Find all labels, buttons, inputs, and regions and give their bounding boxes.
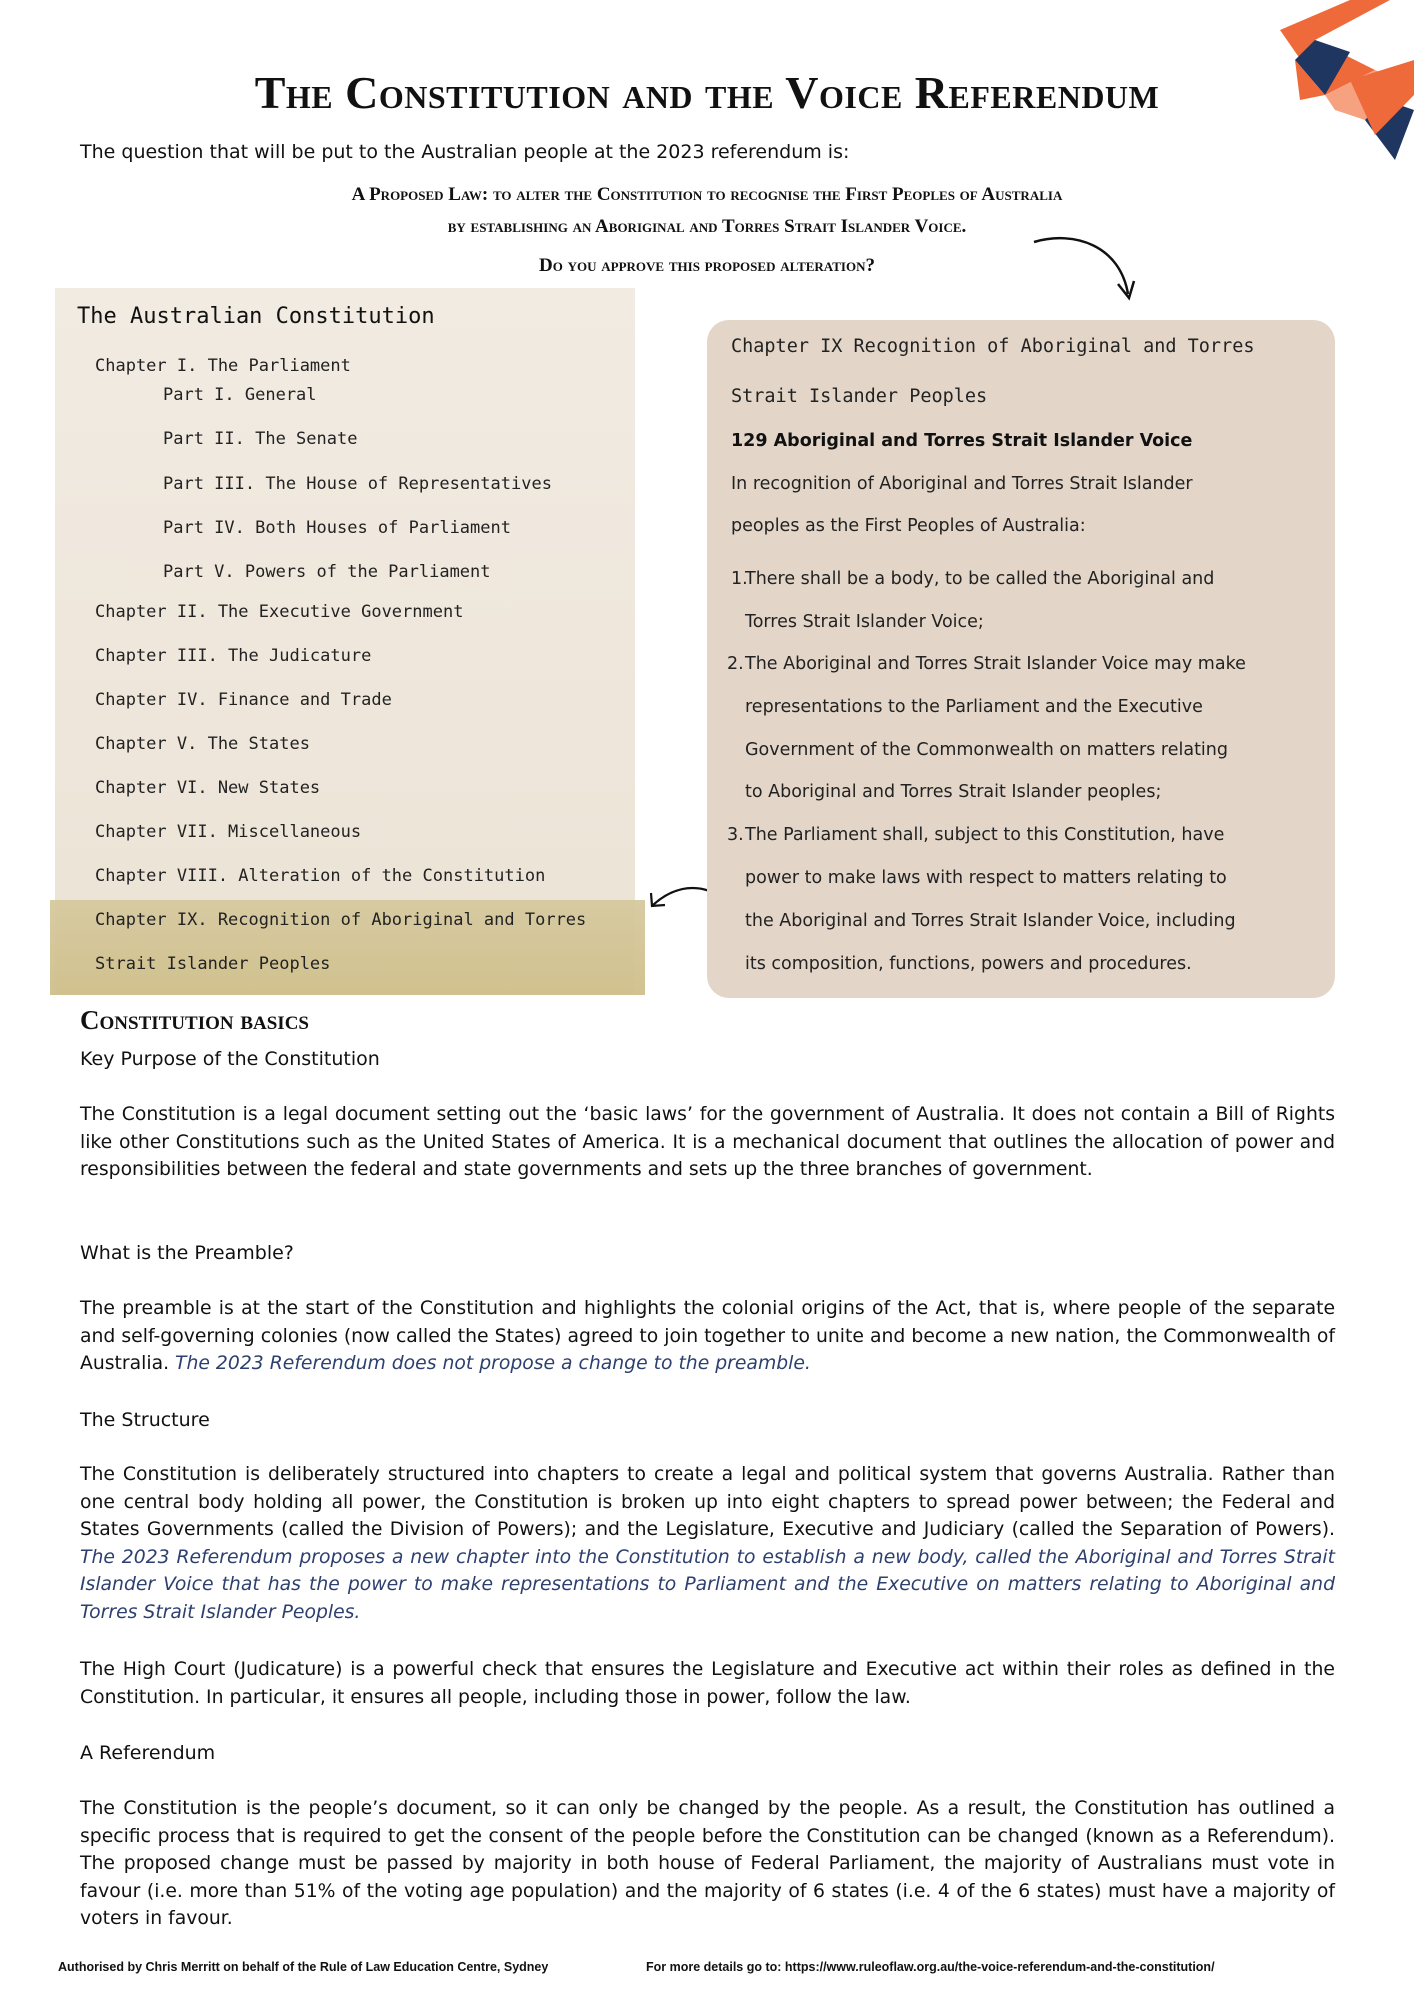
toc-item: Chapter VI. New States (95, 778, 321, 798)
section-129-heading: 129 Aboriginal and Torres Strait Islander Voice (731, 431, 1193, 451)
point-number: 1. (731, 569, 748, 589)
structure-heading: The Structure (80, 1409, 210, 1431)
point-2-line: representations to the Parliament and the Executive (745, 697, 1203, 717)
question-line-1: A Proposed Law: to alter the Constitution to recognise the First Peoples of Australia (351, 184, 1063, 205)
toc-item: Part III. The House of Representatives (163, 474, 552, 494)
intro-text: The question that will be put to the Australian people at the 2023 referendum is: (80, 141, 850, 163)
toc-item: Chapter III. The Judicature (95, 646, 372, 666)
preamble-heading: What is the Preamble? (80, 1242, 294, 1264)
preamble-text: The preamble is at the start of the Constitution and highlights the colonial origins of the Act, that is, where people of the separate and self-governing colonies (now called the States) agreed to join together to unite and become a new nation, the Commonwealth of Australia. (80, 1298, 1335, 1374)
constitution-title: The Australian Constitution (77, 304, 435, 329)
point-1-line: Torres Strait Islander Voice; (745, 612, 984, 632)
referendum-text: The Constitution is the people’s document, so it can only be changed by the people. As a result, the Constitution has outlined a specific process that is required to get the consent of the people before the Constitution can be changed (known as a Referendum). The proposed change must be passed by majority in both house of Federal Parliament, the majority of Australians must vote in favour (i.e. more than 51% of the voting age population) and the majority of 6 states (i.e. 4 of the 6 states) must have a majority of voters in favour. (80, 1798, 1335, 1929)
toc-item: Chapter I. The Parliament (95, 356, 351, 376)
point-2-line: to Aboriginal and Torres Strait Islander peoples; (745, 782, 1162, 802)
point-3-line: the Aboriginal and Torres Strait Islander Voice, including (745, 911, 1236, 931)
question-line-2: by establishing an Aboriginal and Torres Strait Islander Voice. (447, 216, 967, 237)
toc-item: Chapter VII. Miscellaneous (95, 822, 362, 842)
toc-item: Part I. General (163, 385, 317, 405)
point-2-line: Government of the Commonwealth on matters relating (745, 740, 1228, 760)
high-court-text: The High Court (Judicature) is a powerful check that ensures the Legislature and Executive act within their roles as defined in the Constitution. In particular, it ensures all people, including those in power, follow the law. (80, 1659, 1335, 1708)
key-purpose-text: The Constitution is a legal document setting out the ‘basic laws’ for the government of Australia. It does not contain a Bill of Rights like other Constitutions such as the United States of America. It is a mechanical document that outlines the allocation of power and responsibilities between the federal and state governments and sets up the three branches of government. (80, 1104, 1335, 1180)
key-purpose-heading: Key Purpose of the Constitution (80, 1048, 380, 1070)
toc-item: Strait Islander Peoples (95, 954, 331, 974)
footer-authorised: Authorised by Chris Merritt on behalf of the Rule of Law Education Centre, Sydney (58, 1960, 549, 1974)
point-2-line: The Aboriginal and Torres Strait Islander Voice may make (745, 654, 1246, 674)
constitution-paper (55, 288, 635, 994)
chapter-ix-heading-line-1: Chapter IX Recognition of Aboriginal and Torres (731, 336, 1255, 357)
page-title: The Constitution and the Voice Referendum (254, 67, 1160, 118)
toc-item: Part II. The Senate (163, 429, 358, 449)
point-3-line: its composition, functions, powers and procedures. (745, 954, 1192, 974)
preamble-italic-note: The 2023 Referendum does not propose a change to the preamble. (175, 1353, 811, 1374)
section-intro-line-1: In recognition of Aboriginal and Torres Strait Islander (731, 474, 1193, 494)
toc-item: Chapter IV. Finance and Trade (95, 690, 392, 710)
arrow-to-chapter-panel-icon (1030, 232, 1140, 312)
point-3-line: The Parliament shall, subject to this Constitution, have (745, 825, 1225, 845)
structure-paragraph (80, 1461, 1335, 1626)
preamble-paragraph (80, 1295, 1335, 1378)
toc-item: Chapter V. The States (95, 734, 310, 754)
toc-item: Chapter II. The Executive Government (95, 602, 464, 622)
point-1-line: There shall be a body, to be called the Aboriginal and (745, 569, 1215, 589)
chapter-ix-heading-line-2: Strait Islander Peoples (731, 386, 988, 407)
point-number: 2. (727, 654, 744, 674)
structure-text: The Constitution is deliberately structured into chapters to create a legal and political system that governs Australia. Rather than one central body holding all power, the Constitution is broken up into eight chapters to spread power between; the Federal and States Governments (called the Division of Powers); and the Legislature, Executive and Judiciary (called the Separation of Powers). (80, 1464, 1335, 1540)
question-line-3: Do you approve this proposed alteration? (539, 255, 875, 276)
point-3-line: power to make laws with respect to matters relating to (745, 868, 1227, 888)
structure-italic-note: The 2023 Referendum proposes a new chapter into the Constitution to establish a new body, called the Aboriginal and Torres Strait Islander Voice that has the power to make representations to Parliament and the Executive on matters relating to Aboriginal and Torres Strait Islander Peoples. (80, 1546, 1335, 1623)
toc-item: Chapter VIII. Alteration of the Constitution (95, 866, 546, 886)
basics-heading: Constitution basics (80, 1005, 309, 1035)
referendum-heading: A Referendum (80, 1742, 216, 1764)
section-intro-line-2: peoples as the First Peoples of Australia: (731, 516, 1086, 536)
toc-item: Part V. Powers of the Parliament (163, 562, 491, 582)
toc-item: Part IV. Both Houses of Parliament (163, 518, 511, 538)
footer-link[interactable]: For more details go to: https://www.ruleoflaw.org.au/the-voice-referendum-and-the-constitution/ (646, 1960, 1215, 1974)
toc-item: Chapter IX. Recognition of Aboriginal and Torres (95, 910, 587, 930)
point-number: 3. (727, 825, 744, 845)
